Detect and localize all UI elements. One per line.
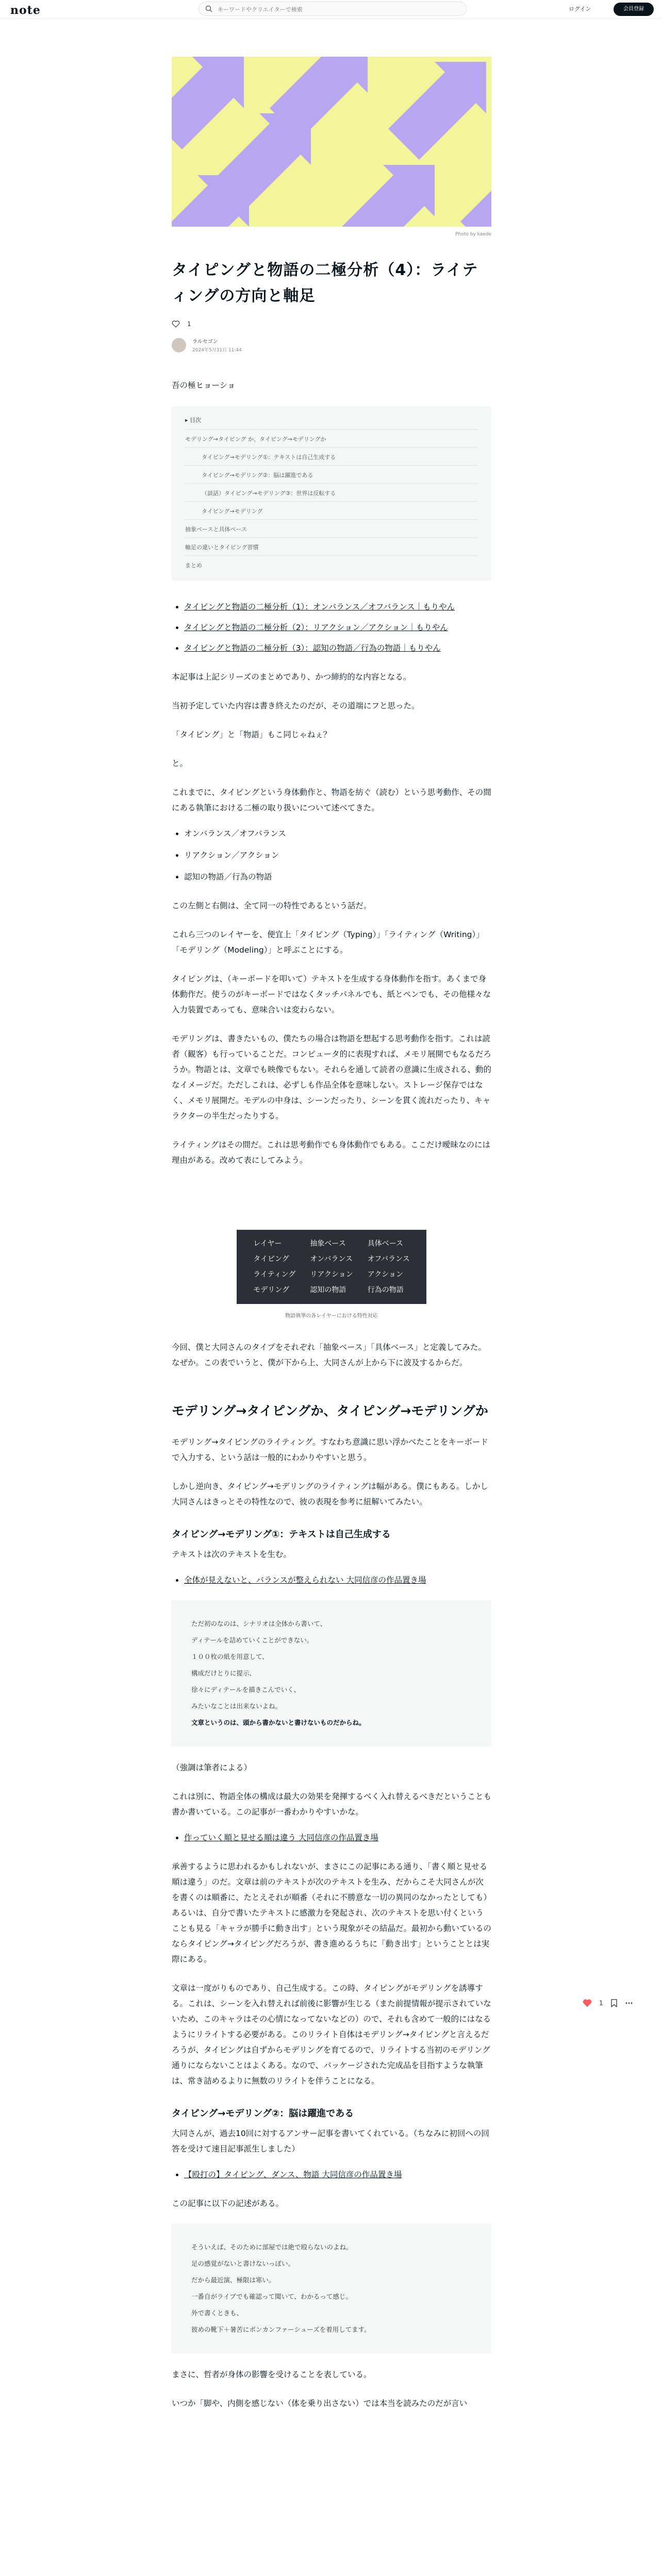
paragraph: この記事に以下の記述がある。 [172,2199,284,2208]
toc-item[interactable]: モデリング→タイピング か、タイピング→モデリングか [185,429,478,447]
section-heading: モデリング→タイピングか、タイピング→モデリングか [172,1403,488,1418]
hero-image [172,57,491,227]
table-caption: 物語執筆の各レイヤーにおける特性対応 [285,1313,378,1319]
like-row [172,320,491,328]
layer-table [237,1230,426,1304]
quote-line: だから最近演、極限は寒い。 [191,2276,275,2284]
like-count: 1 [187,320,191,328]
paragraph: これら三つのレイヤーを、便宜上「タイピング（Typing）」「ライティング（Writing）」「モデリング（Modeling）」と呼ぶことにする。 [172,930,484,955]
photo-credit: Photo by kaede [455,232,491,237]
table-cell: モデリング [253,1286,289,1294]
quote-link[interactable]: • 【殴打の】タイピング、ダンス、物語 大同信彦の作品置き場 [184,2167,491,2182]
toc-item[interactable]: まとめ [185,555,478,573]
signup-button[interactable]: 会員登録 [614,3,654,16]
quote-line: 足の感覚がないと書けないっぽい。 [191,2260,295,2267]
paragraph: 当初予定していた内容は書き終えたのだが、その道端にフと思った。 [172,701,420,710]
table-row [246,1236,417,1251]
paragraph: と。 [172,759,188,768]
toc-item[interactable]: 軸足の違いとタイピング習慣 [185,537,478,555]
blockquote [172,2224,491,2353]
article-title: タイピングと物語の二極分析（4）：ライティングの方向と軸足 [172,261,478,305]
table-cell: 認知の物語 [310,1286,346,1294]
quote-link-list [172,1830,491,1845]
subsection-heading: タイピング→モデリング①：テキストは自己生成する [172,1529,391,1540]
toc-item[interactable]: タイピング→モデリング [185,501,478,519]
blockquote [172,1600,491,1747]
quote-line: 彼めの靴下＋暑苦にボンカンファーシューズを着用してます。 [191,2326,371,2333]
heart-icon[interactable] [172,320,180,328]
toc-item[interactable]: （談話）タイピング→モデリング③：世界は反転する [185,483,478,501]
login-link[interactable]: ログイン [569,6,591,12]
note-logo[interactable]: note [10,4,41,17]
series-link[interactable]: • タイピングと物語の二極分析（2）：リアクション／アクション｜もりやん [184,620,491,635]
list-item: • オンバランス／オフバランス [184,826,491,841]
intro-line: 吾の極ヒョーショ [172,381,236,390]
paragraph: しかし逆向き、タイピング→モデリングのライティングは幅がある。僕にもある。しかし大同さんはきっとその特性なので、彼の表現を参考に紐解いてみたい。 [172,1482,488,1506]
list-item: • リアクション／アクション [184,848,491,863]
table-cell: タイピング [253,1255,289,1263]
side-actions [583,1999,633,2007]
paragraph: これまでに、タイピングという身体動作と、物語を紡ぐ（読む）という思考動作、その間にある執筆における二極の取り扱いについて述べてきた。 [172,788,491,812]
quote-line: 文章というのは、頭から書かないと書けないものだからね。 [191,1719,366,1726]
paragraph: 今回、僕と大同さんのタイプをそれぞれ「抽象ベース」「具体ベース」と定義してみた。なぜか。この表でいうと、僕が下から上、大同さんが上から下に波及するからだ。 [172,1343,486,1367]
search-bar[interactable] [198,2,467,16]
table-cell: アクション [367,1270,404,1279]
quote-link[interactable]: • 全体が見えないと、バランスが整えられない 大同信彦の作品置き場 [184,1572,491,1588]
more-icon[interactable] [625,1999,633,2007]
paragraph: 「タイピング」と「物語」もこ同じゃねぇ？ [172,730,332,739]
paragraph: 文章は一度がりものであり、自己生成する。この時、タイピングがモデリングを誘導する。これは、シーンを入れ替えれば前後に影響が生じる（また前提情報が提示されていないため、このキャラはその心情になってないなどの）ので、それも含めて一般的にはなるようにリライトする必要がある。このリライト自体はモデリング→タイピングと言えるだろうが、タイピングは自ずからモデリングを育てるので、リライトする当初のモデリング通りにならないことはよくある。なので、パッケージされた完成品を目指すような執筆は、常き詰めるよりに無数のリライトを伴うことになる。 [172,1984,491,2086]
paragraph: モデリング→タイピングのライティング。すなわち意識に思い浮かべたことをキーボードで入力する、という話は一般的にわかりやすいと思う。 [172,1437,488,1462]
series-link[interactable]: • タイピングと物語の二極分析（3）：認知の物語／行為の物語｜もりやん [184,640,491,656]
subsection-heading: タイピング→モデリング②：脳は躍進である [172,2108,354,2119]
paragraph: 本記事は上記シリーズのまとめであり、かつ締約的な内容となる。 [172,672,411,682]
list-item: • 認知の物語／行為の物語 [184,869,491,885]
layer-list [172,826,491,885]
table-cell: 具体ベース [367,1240,404,1248]
toc-item[interactable]: タイピング→モデリング②：脳は躍進である [185,465,478,483]
article-column [172,57,491,2411]
table-cell: オフバランス [367,1255,410,1263]
quote-line: １００枚の紙を用意して、 [191,1653,269,1660]
quote-link[interactable]: • 作っていく順と見せる順は違う 大同信彦の作品置き場 [184,1830,491,1845]
table-cell: 行為の物語 [367,1286,404,1294]
quote-link-list [172,2167,491,2182]
series-links [172,599,491,656]
search-icon [205,5,212,12]
table-row [246,1251,417,1267]
quote-line: みたいなことは出来ないよね。 [191,1702,282,1710]
layer-table-figure [172,1230,491,1319]
table-row [246,1267,417,1282]
author-name[interactable]: ラルセゴン [192,339,218,345]
avatar[interactable] [172,338,186,352]
quote-line: そういえば、そのために部屋では絶で殴らないのよね。 [191,2243,353,2251]
author-block[interactable] [172,337,491,353]
heart-icon[interactable] [583,1999,592,2007]
paragraph: いつか「脚や、内側を感じない（体を乗り出さない）では本当を読みたのだが言い [172,2399,468,2408]
table-cell: ライティング [253,1270,296,1279]
quote-line: ディテールを詰めていくことができない。 [191,1636,313,1644]
quote-line: 徐々にディテールを描きこんでいく、 [191,1686,301,1693]
paragraph: タイピングは、（キーボードを叩いて）テキストを生成する身体動作を指す。あくまで身体動作だ。使うのがキーボードではなくタッチパネルでも、紙とペンでも、その他様々な入力装置であっても、意味合いは変わらない。 [172,974,491,1014]
hero-arrow-pattern [172,57,491,227]
paragraph: 承善するように思われるかもしれないが、まさにこの記事にある通り、「書く順と見せる順は違う」のだ。文章は前のテキストが次のテキストを生み、だからこそ大同さんが次を書くのは順番に、たとえそれが順番（それに不勝意な一切の異同のなかったとしても）あるいは、自分で書いたテキストに感激力を発起され、次のテキストを思い付くということも見る「キャラが勝手に動き出す」という現象がその結晶だ。最初から動いているのならタイピング→タイピングだろうが、書き進めるうちに「動き出す」ということとは実際にある。 [172,1862,492,1964]
paragraph: これは別に、物語全体の構成は最大の効果を発揮するべく入れ替えるべきだということも書か書いている。この記事が一番わかりやすいかな。 [172,1792,492,1817]
quote-line: 一番自がライブでも確認って聞いて、わかるって感じ。 [191,2293,352,2300]
paragraph: （強調は筆者による） [172,1763,252,1772]
table-row [246,1282,417,1298]
series-link[interactable]: • タイピングと物語の二極分析（1）：オンバランス／オフバランス｜もりやん [184,599,491,615]
toc-item[interactable]: タイピング→モデリング①：テキストは自己生成する [185,447,478,465]
post-date: 2024年5月31日 11:44 [192,348,242,353]
paragraph: 大同さんが、過去10回に対するアンサー記事を書いてくれている。（ちなみに初回への回答を受けて速目記事派生しました） [172,2129,489,2154]
paragraph: テキストは次のテキストを生む。 [172,1550,291,1559]
paragraph: まさに、哲者が身体の影響を受けることを表している。 [172,2370,372,2379]
site-header [0,0,662,19]
table-cell: 抽象ベース [310,1240,346,1248]
paragraph: ライティングはその間だ。これは思考動作でも身体動作でもある。ここだけ曖昧なのには理由がある。改めて表にしてみよう。 [172,1140,490,1165]
quote-line: 構成だけとりに提示、 [191,1669,256,1677]
table-cell: リアクション [310,1270,353,1279]
paragraph: モデリングは、書きたいもの、僕たちの場合は物語を想起する思考動作を指す。これは読者（観客）も行っていることだ。コンピュータ的に表現すれば、メモリ展開でもなるだろうか。物語とは、文章でも映像でもない。それらを通して読者の意識に生成される、動的なイメージだ。ただしこれは、必ずしも作品全体を意味しない。ストレージ保存ではなく、メモリ展開だ。モデルの中身は、シーンだったり、シーンを貫く流れだったり、キャラクターの半生だったりする。 [172,1034,492,1121]
table-cell: レイヤー [253,1240,282,1248]
quote-line: 外で書くときも、 [191,2309,243,2317]
quote-link-list [172,1572,491,1588]
table-cell: オンバランス [310,1255,353,1263]
paragraph: この左側と右側は、全て同一の特性であるという話だ。 [172,901,372,910]
bookmark-icon[interactable] [610,1999,618,2007]
table-of-contents [172,406,491,581]
quote-line: ただ初のなのは、シナリオは全体から書いて、 [191,1620,327,1628]
search-input[interactable] [218,4,455,14]
toc-item[interactable]: 抽象ベースと具体ベース [185,519,478,537]
toc-heading[interactable]: ▸ 目次 [185,417,202,423]
side-like-count: 1 [599,1999,603,2007]
